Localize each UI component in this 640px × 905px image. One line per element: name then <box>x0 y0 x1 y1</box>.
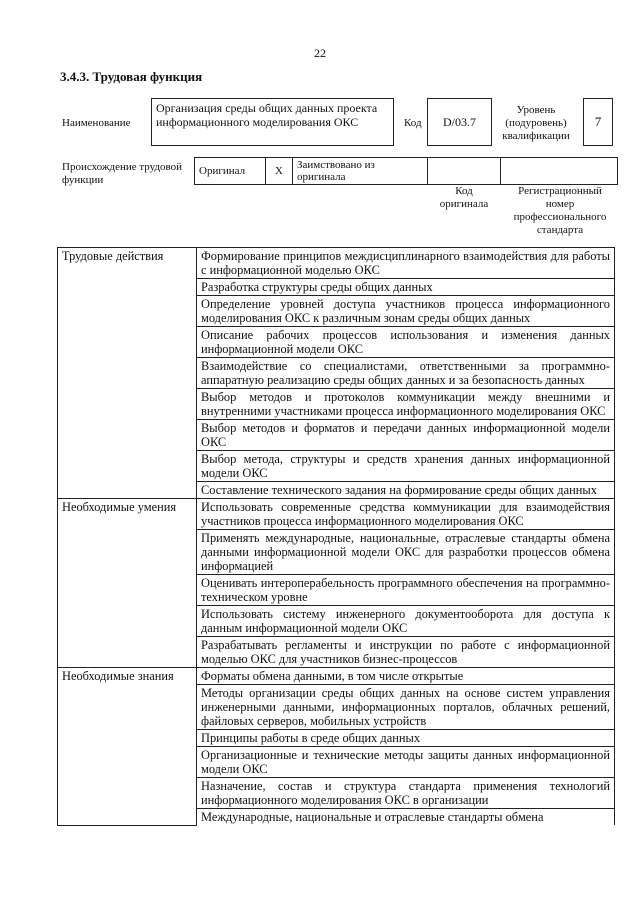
code-label: Код <box>404 117 422 129</box>
table-row <box>58 499 615 530</box>
origin-label: Происхождение трудовой функции <box>62 161 183 186</box>
original-label: Оригинал <box>195 158 266 185</box>
table-row <box>58 248 615 279</box>
item-cell: Использовать систему инженерного документооборота для доступа к данным информационной модели ОКС <box>197 606 615 637</box>
item-cell: Выбор метода, структуры и средств хранения данных информационной модели ОКС <box>197 451 615 482</box>
level-value: 7 <box>583 98 613 146</box>
item-cell: Формирование принципов междисциплинарного взаимодействия для работы с информационной моделью ОКС <box>197 248 615 279</box>
item-cell: Описание рабочих процессов использования и изменения данных информационной модели ОКС <box>197 327 615 358</box>
item-cell: Форматы обмена данными, в том числе открытые <box>197 668 615 685</box>
code-original-caption: Код оригинала <box>439 185 489 210</box>
section-title: 3.4.3. Трудовая функция <box>60 69 203 84</box>
item-cell: Применять международные, национальные, отраслевые стандарты обмена данными информационной модели ОКС для разработки процессов обмена информацией <box>197 530 615 575</box>
table-row <box>58 668 615 685</box>
item-cell: Составление технического задания на формирование среды общих данных <box>197 482 615 499</box>
origin-table <box>194 157 618 185</box>
item-cell: Принципы работы в среде общих данных <box>197 730 615 747</box>
code-value: D/03.7 <box>427 98 492 146</box>
item-cell: Организационные и технические методы защиты данных информационной модели ОКС <box>197 747 615 778</box>
item-cell: Использовать современные средства коммуникации для взаимодействия участников процесса информационного моделирования ОКС <box>197 499 615 530</box>
item-cell: Международные, национальные и отраслевые стандарты обмена <box>197 809 615 826</box>
function-table <box>57 247 615 826</box>
page-number: 22 <box>314 46 326 60</box>
name-value: Организация среды общих данных проекта информационного моделирования ОКС <box>151 98 394 146</box>
level-label: Уровень (подуровень) квалификации <box>502 104 570 142</box>
category-cell: Необходимые умения <box>58 499 197 668</box>
item-cell: Определение уровней доступа участников процесса информационного моделирования ОКС к различным зонам среды общих данных <box>197 296 615 327</box>
item-cell: Оценивать интероперабельность программного обеспечения на программно-техническом уровне <box>197 575 615 606</box>
category-cell: Трудовые действия <box>58 248 197 499</box>
borrowed-label: Заимствовано из оригинала <box>293 158 428 185</box>
category-cell: Необходимые знания <box>58 668 197 826</box>
item-cell: Методы организации среды общих данных на основе систем управления инженерными данными, информационных порталов, облачных решений, файловых серверов, мобильных устройств <box>197 685 615 730</box>
item-cell: Разрабатывать регламенты и инструкции по работе с информационной моделью ОКС для участников бизнес-процессов <box>197 637 615 668</box>
item-cell: Разработка структуры среды общих данных <box>197 279 615 296</box>
code-original-cell <box>428 158 501 185</box>
item-cell: Взаимодействие со специалистами, ответственными за программно-аппаратную реализацию среды общих данных и за безопасность данных <box>197 358 615 389</box>
name-label: Наименование <box>62 117 131 129</box>
reg-number-cell <box>501 158 618 185</box>
item-cell: Назначение, состав и структура стандарта применения технологий информационного моделирования ОКС в организации <box>197 778 615 809</box>
item-cell: Выбор методов и форматов и передачи данных информационной модели ОКС <box>197 420 615 451</box>
original-mark: X <box>266 158 293 185</box>
item-cell: Выбор методов и протоколов коммуникации между внешними и внутренними участниками процесса информационного моделирования ОКС <box>197 389 615 420</box>
reg-number-caption: Регистрационный номер профессионального стандарта <box>513 185 607 236</box>
